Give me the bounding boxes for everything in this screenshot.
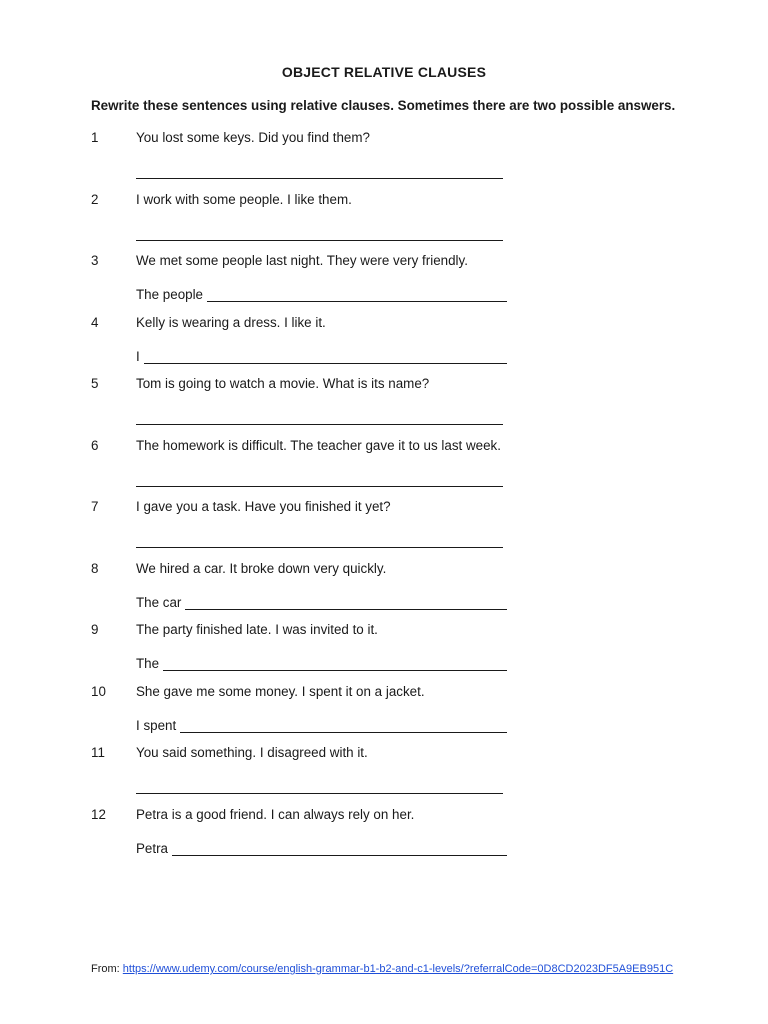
answer-prefix: Petra [136, 840, 169, 856]
answer-blank-line[interactable] [185, 595, 507, 610]
answer-blank-line[interactable] [163, 656, 507, 671]
answer-blank-line[interactable] [136, 164, 503, 179]
exercise-sentence: She gave me some money. I spent it on a jacket. [136, 683, 425, 699]
exercise-number: 6 [91, 437, 99, 453]
answer-field[interactable] [136, 530, 503, 548]
page-title: OBJECT RELATIVE CLAUSES [281, 64, 487, 80]
exercise-sentence: Petra is a good friend. I can always rely on her. [136, 806, 415, 822]
answer-field[interactable] [136, 592, 507, 610]
exercise-number: 10 [91, 683, 106, 699]
answer-blank-line[interactable] [136, 226, 503, 241]
exercise-sentence: I gave you a task. Have you finished it yet? [136, 499, 391, 514]
answer-blank-line[interactable] [144, 349, 507, 364]
footer [91, 963, 673, 975]
exercise-sentence: We hired a car. It broke down very quickly. [136, 560, 387, 576]
answer-field[interactable] [136, 776, 503, 794]
exercise-number: 2 [91, 191, 99, 207]
answer-field[interactable] [136, 223, 503, 241]
answer-field[interactable] [136, 653, 507, 671]
answer-prefix: The people [136, 287, 204, 302]
answer-blank-line[interactable] [136, 472, 503, 487]
answer-field[interactable] [136, 346, 507, 364]
instructions: Rewrite these sentences using relative clauses. Sometimes there are two possible answers. [91, 98, 676, 113]
exercise-number: 4 [91, 314, 99, 330]
answer-prefix: The [136, 656, 160, 671]
answer-blank-line[interactable] [207, 287, 507, 302]
answer-field[interactable] [136, 284, 507, 302]
answer-prefix: The car [136, 594, 182, 610]
answer-field[interactable] [136, 469, 503, 487]
answer-field[interactable] [136, 838, 507, 856]
exercise-number: 8 [91, 560, 99, 576]
answer-field[interactable] [136, 715, 507, 733]
answer-blank-line[interactable] [136, 410, 503, 425]
footer-label: From: [91, 963, 120, 975]
exercise-number: 11 [91, 745, 105, 760]
exercise-number: 1 [91, 130, 99, 145]
exercise-number: 5 [91, 376, 99, 391]
answer-blank-line[interactable] [136, 533, 503, 548]
answer-blank-line[interactable] [172, 841, 507, 856]
source-link[interactable]: https://www.udemy.com/course/english-grammar-b1-b2-and-c1-levels/?referralCode=0D8CD2023DF5A9EB951C [122, 963, 674, 975]
answer-prefix: I [136, 348, 140, 364]
exercise-sentence: Kelly is wearing a dress. I like it. [136, 314, 326, 330]
exercise-sentence: You lost some keys. Did you find them? [136, 130, 370, 145]
answer-prefix: I spent [136, 717, 177, 733]
exercise-sentence: Tom is going to watch a movie. What is its name? [136, 376, 430, 391]
exercise-number: 7 [91, 499, 99, 514]
exercise-number: 3 [91, 253, 99, 268]
answer-field[interactable] [136, 407, 503, 425]
exercise-sentence: We met some people last night. They were very friendly. [136, 253, 468, 268]
exercise-sentence: You said something. I disagreed with it. [136, 745, 368, 760]
exercise-sentence: I work with some people. I like them. [136, 191, 352, 207]
answer-field[interactable] [136, 161, 503, 179]
exercise-number: 12 [91, 806, 106, 822]
exercise-sentence: The party finished late. I was invited to it. [136, 622, 378, 637]
answer-blank-line[interactable] [180, 718, 507, 733]
exercise-sentence: The homework is difficult. The teacher gave it to us last week. [136, 437, 501, 453]
answer-blank-line[interactable] [136, 779, 503, 794]
exercise-number: 9 [91, 622, 99, 637]
